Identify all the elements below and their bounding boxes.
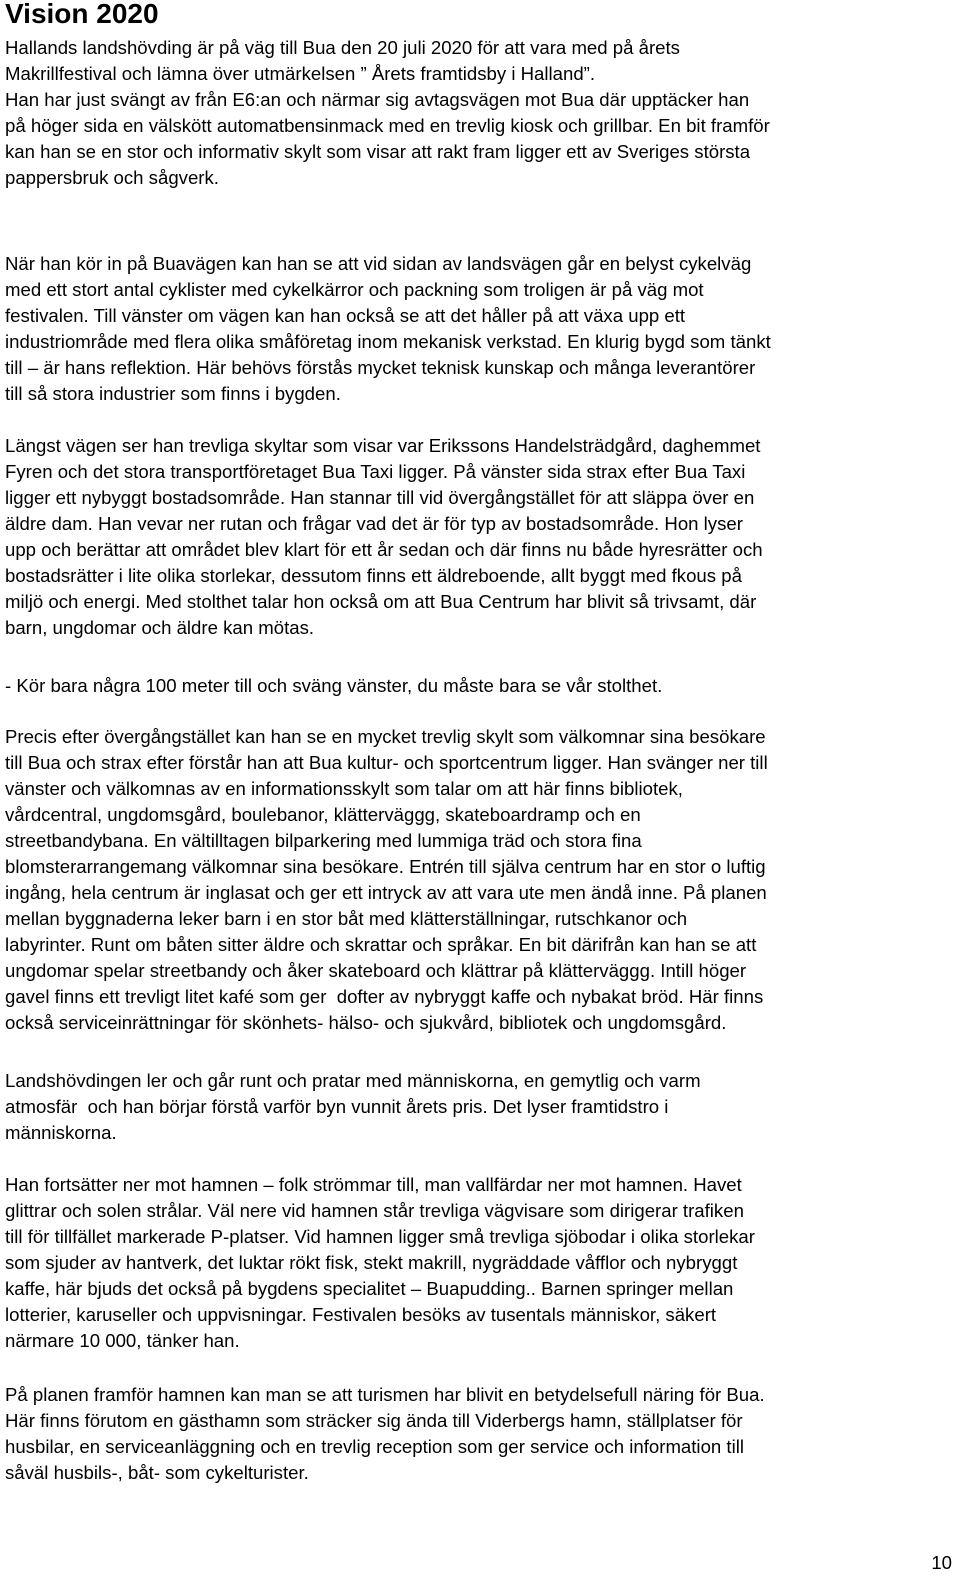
paragraph-7 bbox=[5, 1172, 755, 1354]
text-line: Precis efter övergångstället kan han se en mycket trevlig skylt som välkomnar sina besökare bbox=[5, 726, 766, 747]
text-line: mellan byggnaderna leker barn i en stor båt med klätterställningar, rutschkanor och bbox=[5, 908, 688, 929]
document-title: Vision 2020 bbox=[5, 0, 159, 29]
text-line: bostadsrätter i lite olika storlekar, dessutom finns ett äldreboende, allt byggt med fkous på bbox=[5, 565, 742, 586]
text-line: som sjuder av hantverk, det luktar rökt fisk, stekt makrill, nygräddade våfflor och nybryggt bbox=[5, 1252, 738, 1273]
text-line: kan han se en stor och informativ skylt som visar att rakt fram ligger ett av Sveriges största bbox=[5, 141, 751, 162]
text-line: till så stora industrier som finns i bygden. bbox=[5, 383, 341, 404]
text-line: kaffe, här bjuds det också på bygdens specialitet – Buapudding.. Barnen springer mellan bbox=[5, 1278, 734, 1299]
text-line: Landshövdingen ler och går runt och pratar med människorna, en gemytlig och varm bbox=[5, 1070, 701, 1091]
paragraph-6 bbox=[5, 1068, 701, 1146]
text-line: äldre dam. Han vevar ner rutan och frågar vad det är för typ av bostadsområde. Hon lyser bbox=[5, 513, 743, 534]
text-line: vänster och välkomnas av en informationsskylt som talar om att här finns bibliotek, bbox=[5, 778, 683, 799]
text-line: Han fortsätter ner mot hamnen – folk strömmar till, man vallfärdar ner mot hamnen. Havet bbox=[5, 1174, 742, 1195]
text-line: människorna. bbox=[5, 1122, 117, 1143]
text-line: vårdcentral, ungdomsgård, boulebanor, klätterväggg, skateboardramp och en bbox=[5, 804, 641, 825]
text-line: med ett stort antal cyklister med cykelkärror och packning som troligen är på väg mot bbox=[5, 279, 704, 300]
text-line: barn, ungdomar och äldre kan mötas. bbox=[5, 617, 315, 638]
page-number: 10 bbox=[931, 1552, 952, 1573]
text-line: Hallands landshövding är på väg till Bua den 20 juli 2020 för att vara med på årets bbox=[5, 37, 680, 58]
text-line: på höger sida en välskött automatbensinmack med en trevlig kiosk och grillbar. En bit framför bbox=[5, 115, 770, 136]
text-line: industriområde med flera olika småföretag inom mekanisk verkstad. En klurig bygd som tänkt bbox=[5, 331, 771, 352]
paragraph-8 bbox=[5, 1382, 765, 1486]
text-line: pappersbruk och sågverk. bbox=[5, 167, 219, 188]
text-line: till – är hans reflektion. Här behövs förstås mycket teknisk kunskap och många leverantörer bbox=[5, 357, 756, 378]
text-line: gavel finns ett trevligt litet kafé som ger dofter av nybryggt kaffe och nybakat bröd. Här finns bbox=[5, 986, 764, 1007]
text-line: labyrinter. Runt om båten sitter äldre och skrattar och språkar. En bit därifrån kan han se att bbox=[5, 934, 757, 955]
text-line: miljö och energi. Med stolthet talar hon också om att Bua Centrum har blivit så trivsamt, där bbox=[5, 591, 757, 612]
text-line: ligger ett nybyggt bostadsområde. Han stannar till vid övergångstället för att släppa över en bbox=[5, 487, 755, 508]
text-line: Längst vägen ser han trevliga skyltar som visar var Erikssons Handelsträdgård, daghemmet bbox=[5, 435, 761, 456]
text-line: Här finns förutom en gästhamn som sträcker sig ända till Viderbergs hamn, ställplatser för bbox=[5, 1410, 743, 1431]
text-line: till för tillfället markerade P-platser. Vid hamnen ligger små trevliga sjöbodar i olika storlekar bbox=[5, 1226, 755, 1247]
text-line: atmosfär och han börjar förstå varför byn vunnit årets pris. Det lyser framtidstro i bbox=[5, 1096, 669, 1117]
text-line: Fyren och det stora transportföretaget Bua Taxi ligger. På vänster sida strax efter Bua Taxi bbox=[5, 461, 746, 482]
text-line: På planen framför hamnen kan man se att turismen har blivit en betydelsefull näring för Bua. bbox=[5, 1384, 765, 1405]
text-line: streetbandybana. En vältilltagen bilparkering med lummiga träd och stora fina bbox=[5, 830, 642, 851]
text-line: också serviceinrättningar för skönhets- hälso- och sjukvård, bibliotek och ungdomsgård. bbox=[5, 1012, 727, 1033]
text-line: husbilar, en serviceanläggning och en trevlig reception som ger service och information till bbox=[5, 1436, 744, 1457]
text-line: närmare 10 000, tänker han. bbox=[5, 1330, 240, 1351]
paragraph-4 bbox=[5, 673, 662, 699]
paragraph-3 bbox=[5, 433, 763, 641]
text-line: till Bua och strax efter förstår han att Bua kultur- och sportcentrum ligger. Han svänger ner till bbox=[5, 752, 768, 773]
text-line: Han har just svängt av från E6:an och närmar sig avtagsvägen mot Bua där upptäcker han bbox=[5, 89, 750, 110]
text-line: - Kör bara några 100 meter till och sväng vänster, du måste bara se vår stolthet. bbox=[5, 675, 663, 696]
paragraph-5 bbox=[5, 724, 768, 1036]
text-line: ingång, hela centrum är inglasat och ger ett intryck av att vara ute men ändå inne. På planen bbox=[5, 882, 767, 903]
text-line: Makrillfestival och lämna över utmärkelsen ” Årets framtidsby i Halland”. bbox=[5, 63, 596, 84]
text-line: När han kör in på Buavägen kan han se att vid sidan av landsvägen går en belyst cykelväg bbox=[5, 253, 752, 274]
paragraph-2 bbox=[5, 251, 771, 407]
paragraph-1 bbox=[5, 35, 770, 191]
text-line: såväl husbils-, båt- som cykelturister. bbox=[5, 1462, 309, 1483]
text-line: blomsterarrangemang välkomnar sina besökare. Entrén till själva centrum har en stor o luftig bbox=[5, 856, 766, 877]
text-line: upp och berättar att området blev klart för ett år sedan och där finns nu både hyresrätter och bbox=[5, 539, 763, 560]
text-line: ungdomar spelar streetbandy och åker skateboard och klättrar på klätterväggg. Intill höger bbox=[5, 960, 747, 981]
text-line: glittrar och solen strålar. Väl nere vid hamnen står trevliga vägvisare som dirigerar trafiken bbox=[5, 1200, 744, 1221]
text-line: lotterier, karuseller och uppvisningar. Festivalen besöks av tusentals människor, säkert bbox=[5, 1304, 717, 1325]
text-line: festivalen. Till vänster om vägen kan han också se att det håller på att växa upp ett bbox=[5, 305, 686, 326]
